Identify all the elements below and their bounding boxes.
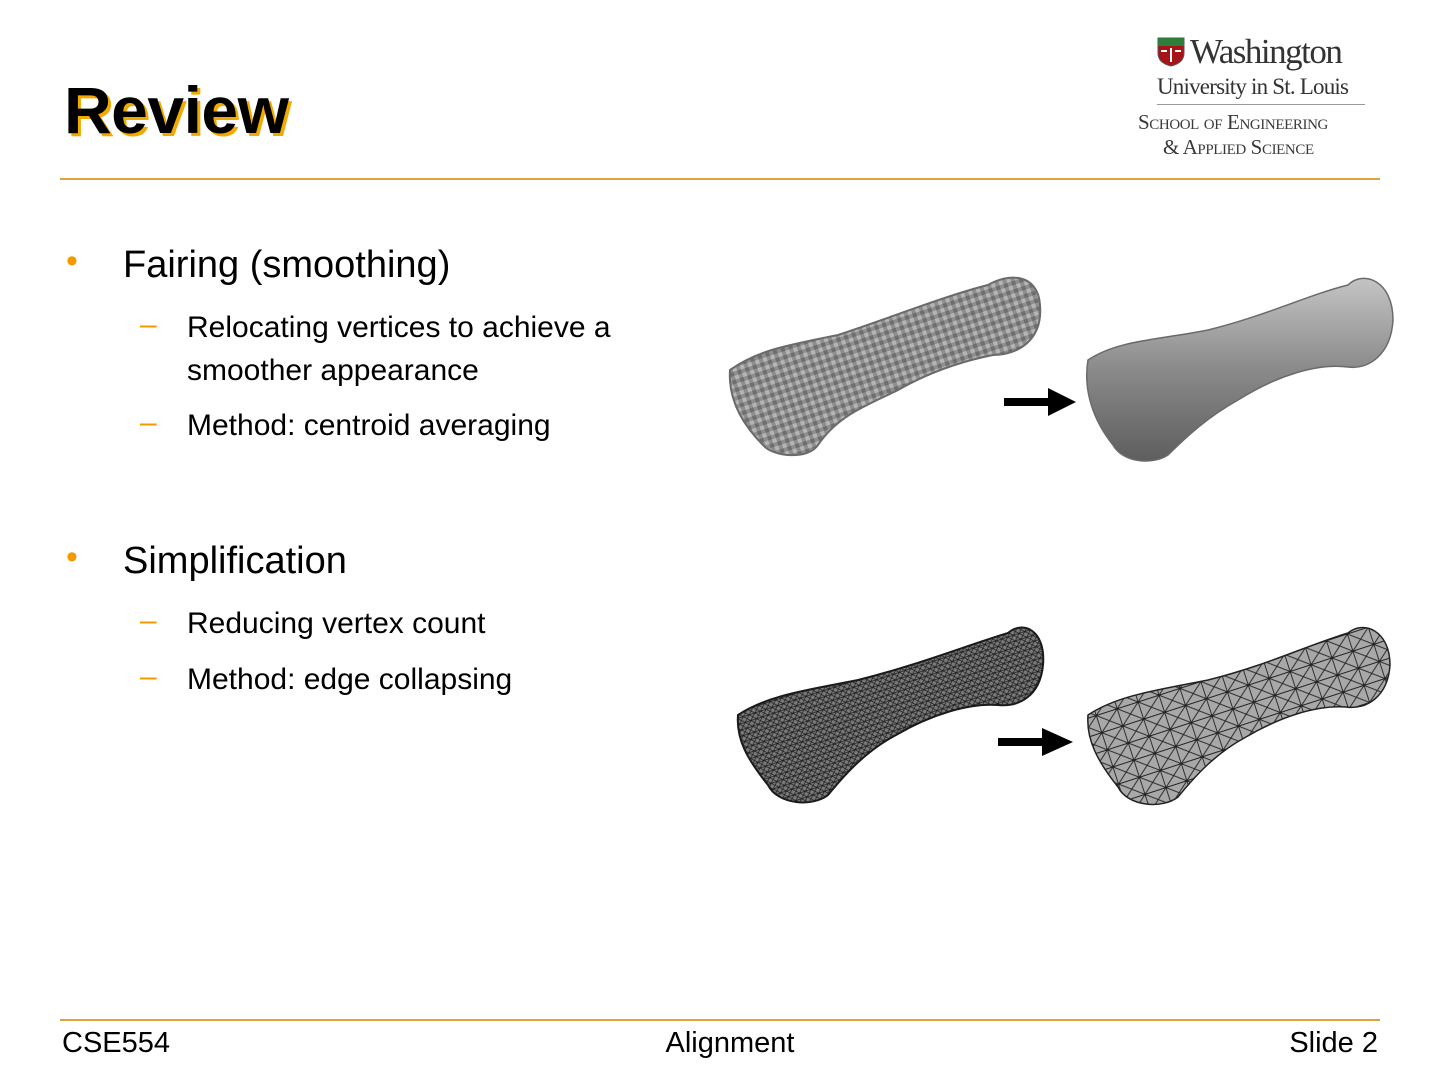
logo-line-1: Washington xyxy=(1190,32,1342,71)
university-crest-icon xyxy=(1157,37,1185,67)
logo-line-2: University in St. Louis xyxy=(1157,74,1349,99)
arrow-right-icon xyxy=(998,728,1073,756)
smoothed-bone-image xyxy=(1087,278,1393,461)
slide-title: Review xyxy=(64,73,289,147)
footer-topic: Alignment xyxy=(665,1027,795,1059)
sub-bullet-text: Relocating vertices to achieve a smoother appearance xyxy=(187,311,611,387)
dash-icon: – xyxy=(140,660,157,693)
coarse-mesh-bone-image xyxy=(1088,628,1390,805)
arrow-right-icon xyxy=(1004,388,1076,416)
logo-divider xyxy=(1157,104,1365,105)
voxel-bone-image xyxy=(730,278,1040,456)
footer-slide-number: Slide 2 xyxy=(1289,1027,1378,1059)
dash-icon: – xyxy=(140,406,157,439)
footer-course: CSE554 xyxy=(62,1027,171,1059)
bullet-text: Simplification xyxy=(123,540,347,582)
sub-bullet-text: Reducing vertex count xyxy=(187,607,486,640)
dense-mesh-bone-image xyxy=(738,628,1043,803)
bullet-text: Fairing (smoothing) xyxy=(123,244,451,286)
sub-bullet-text: Method: edge collapsing xyxy=(187,663,513,696)
logo-line-4: & Applied Science xyxy=(1163,135,1314,159)
footer-divider xyxy=(60,1019,1380,1021)
logo-line-3: School of Engineering xyxy=(1138,110,1328,134)
bullet-dot-icon: • xyxy=(66,538,78,576)
dash-icon: – xyxy=(140,308,157,341)
sub-bullet-text: Method: centroid averaging xyxy=(187,409,551,442)
bullet-dot-icon: • xyxy=(66,242,78,280)
dash-icon: – xyxy=(140,604,157,637)
bone-mesh-figure xyxy=(668,145,1440,925)
